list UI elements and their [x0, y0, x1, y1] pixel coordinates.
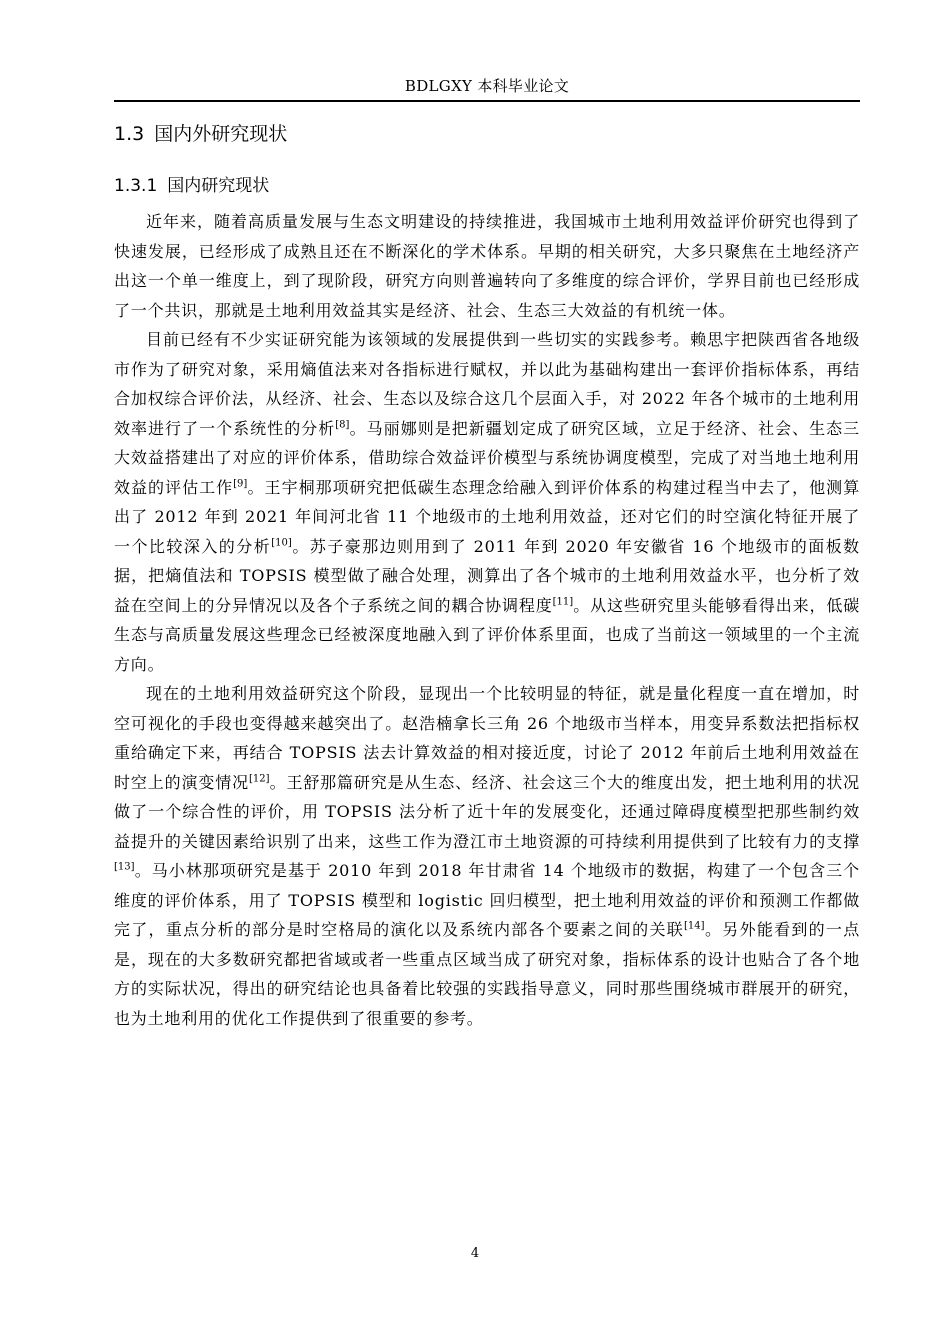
subsection-title: 国内研究现状: [167, 176, 270, 196]
section-heading: [114, 116, 860, 160]
subsection-heading: [114, 173, 860, 207]
paragraph-3: [114, 679, 860, 1033]
paragraph-1: [114, 207, 860, 325]
citation-13: [13]: [114, 861, 135, 873]
citation-8: [8]: [335, 419, 350, 431]
page-number: 4: [470, 1246, 480, 1261]
paragraph-2: [114, 325, 860, 679]
section-number: 1.3: [114, 123, 145, 145]
citation-12: [12]: [248, 773, 270, 785]
paragraph-text: 。马小林那项研究是基于 2010 年到 2018 年甘肃省 14 个地级市的数据，构建了一个包含三个维度的评价体系，用了 TOPSIS 模型和 logistic 回归模型，把土地利用效益的评价和预测工作都做完了，重点分析的部分是时空格局的演化以及系统内部各个要素之间的关联: [114, 861, 860, 939]
paragraph-text: 。王宇桐那项研究把低碳生态理念给融入到评价体系的构建过程当中去了，他测算出了 2012 年到 2021 年间河北省 11 个地级市的土地利用效益，还对它们的时空演化特征开展了一个比较深入的分析: [114, 477, 860, 556]
citation-9: [9]: [233, 478, 248, 490]
running-header: BDLGXY 本科毕业论文: [404, 77, 570, 95]
citation-10: [10]: [271, 537, 292, 549]
paragraph-text: 。王舒那篇研究是从生态、经济、社会这三个大的维度出发，把土地利用的状况做了一个综合性的评价，用 TOPSIS 法分析了近十年的发展变化，还通过障碍度模型把那些制约效益提升的关键因素给识别了出来，这些工作为澄江市土地资源的可持续利用提供到了比较有力的支撑: [114, 772, 860, 851]
paragraph-text: 。从这些研究里头能够看得出来，低碳生态与高质量发展这些理念已经被深度地融入到了评价体系里面，也成了当前这一领域里的一个主流方向。: [114, 595, 860, 674]
paragraph-text: 现在的土地利用效益研究这个阶段，显现出一个比较明显的特征，就是量化程度一直在增加，时空可视化的手段也变得越来越突出了。赵浩楠拿长三角 26 个地级市当样本，用变异系数法把指标权重给确定下来，再结合 TOPSIS 法去计算效益的相对接近度，讨论了 2012 年前后土地利用效益在时空上的演变情况: [114, 684, 860, 792]
citation-14: [14]: [684, 920, 705, 932]
paragraph-text: 。苏子豪那边则用到了 2011 年到 2020 年安徽省 16 个地级市的面板数据，把熵值法和 TOPSIS 模型做了融合处理，测算出了各个城市的土地利用效益水平，也分析了效益在空间上的分异情况以及各个子系统之间的耦合协调程度: [114, 536, 860, 615]
paragraph-text: 近年来，随着高质量发展与生态文明建设的持续推进，我国城市土地利用效益评价研究也得到了快速发展，已经形成了成熟且还在不断深化的学术体系。早期的相关研究，大多只聚焦在土地经济产出这一个单一维度上，到了现阶段，研究方向则普遍转向了多维度的综合评价，学界目前也已经形成了一个共识，那就是土地利用效益其实是经济、社会、生态三大效益的有机统一体。: [114, 212, 860, 320]
page-body: [114, 116, 860, 1033]
citation-11: [11]: [552, 596, 574, 608]
paragraph-text: 。另外能看到的一点是，现在的大多数研究都把省域或者一些重点区域当成了研究对象，指标体系的设计也贴合了各个地方的实际状况，得出的研究结论也具备着比较强的实践指导意义，同时那些围绕城市群展开的研究，也为土地利用的优化工作提供到了很重要的参考。: [114, 920, 861, 1028]
section-title: 国内外研究现状: [154, 123, 288, 145]
header-rule: [114, 100, 860, 102]
paragraph-text: 目前已经有不少实证研究能为该领域的发展提供到一些切实的实践参考。赖思宇把陕西省各地级市作为了研究对象，采用熵值法来对各指标进行赋权，并以此为基础构建出一套评价指标体系，再结合加权综合评价法，从经济、社会、生态以及综合这几个层面入手，对 2022 年各个城市的土地利用效率进行了一个系统性的分析: [114, 330, 860, 438]
subsection-number: 1.3.1: [114, 176, 158, 196]
paragraph-text: 。马丽娜则是把新疆划定成了研究区域，立足于经济、社会、生态三大效益搭建出了对应的评价体系，借助综合效益评价模型与系统协调度模型，完成了对当地土地利用效益的评估工作: [114, 418, 860, 497]
